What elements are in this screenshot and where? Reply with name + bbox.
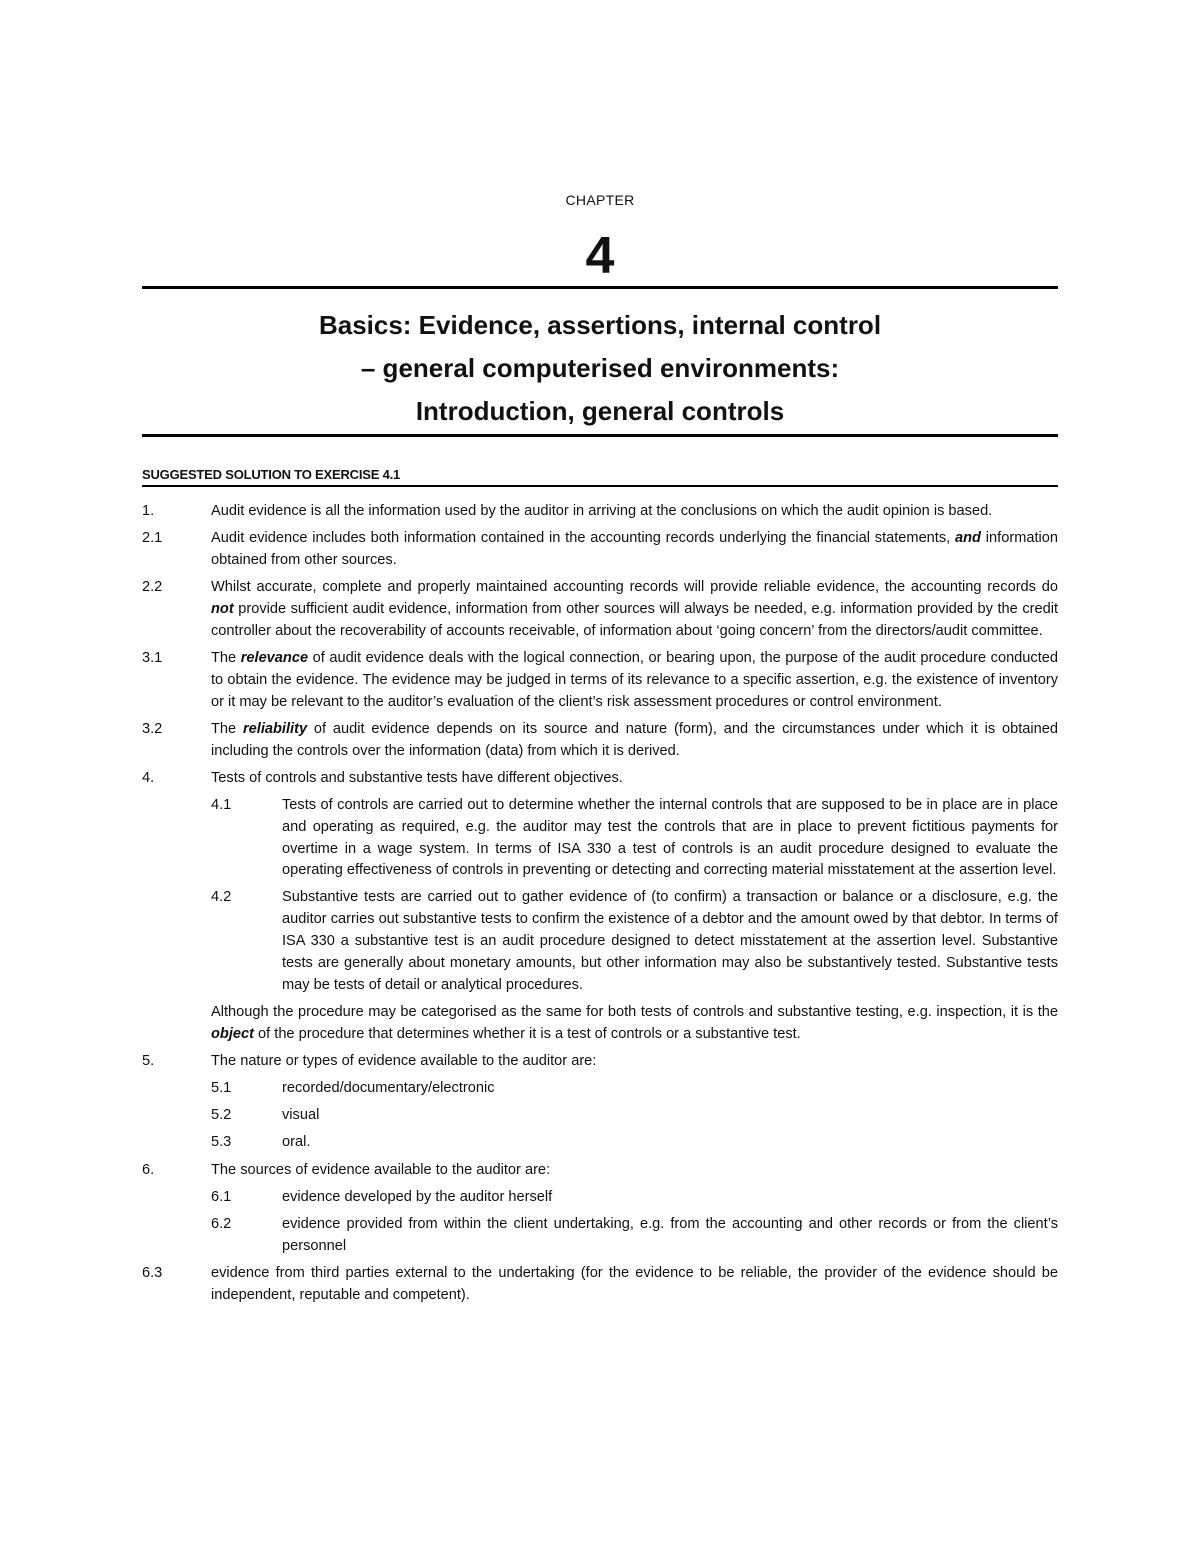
item-text: information obtained from other sources.: [211, 530, 1058, 568]
title-line-1: Basics: Evidence, assertions, internal control: [318, 310, 882, 340]
item-number: 6.1: [211, 1188, 232, 1205]
item-text: The: [211, 649, 241, 666]
item-text: oral.: [282, 1134, 311, 1151]
item-number: 2.2: [142, 579, 163, 596]
item-number: 6.2: [211, 1215, 232, 1232]
item-number: 2.1: [142, 530, 163, 547]
sub-list-item: [142, 1078, 1058, 1100]
item-text: of audit evidence depends on its source and nature (form), and the circumstances under which it is obtained including the controls over the information (data) from which it is derived.: [211, 720, 1058, 759]
list-item: [142, 1051, 1058, 1073]
paragraph: [142, 1002, 1058, 1046]
item-number: 5.: [142, 1052, 155, 1069]
item-number: 1.: [142, 503, 155, 519]
item-number: 5.3: [211, 1134, 232, 1151]
item-number: 4.: [142, 769, 155, 786]
chapter-number: 4: [585, 227, 615, 285]
emphasis-text: not: [211, 600, 234, 617]
solution-content: [142, 501, 1058, 1312]
title-line-3: Introduction, general controls: [415, 396, 785, 426]
paragraph-text: of the procedure that determines whether it is a test of controls or a substantive test.: [253, 1025, 801, 1042]
item-text: Tests of controls are carried out to determine whether the internal controls that are supposed to be in place are in place and operating as required, e.g. the auditor may test the controls that are in place to prevent fictitious payments for overtime in a wage system. In terms of ISA 330 a test of controls is an audit procedure designed to evaluate the operating effectiveness of controls in preventing or detecting and correcting material misstatement at the assertion level.: [282, 796, 1058, 879]
item-number: 6.: [142, 1161, 155, 1178]
top-divider: [142, 286, 1058, 289]
emphasis-text: object: [211, 1025, 254, 1042]
list-item: [142, 719, 1058, 763]
list-item: [142, 577, 1058, 642]
section-heading: SUGGESTED SOLUTION TO EXERCISE 4.1: [142, 467, 401, 482]
item-number: 3.2: [142, 720, 163, 737]
list-item: [142, 501, 1058, 523]
item-text: The sources of evidence available to the auditor are:: [211, 1161, 551, 1178]
list-item: [142, 1160, 1058, 1182]
item-text: The: [211, 720, 243, 737]
item-number: 4.1: [211, 796, 232, 813]
list-item: [142, 648, 1058, 713]
item-number: 5.1: [211, 1080, 232, 1097]
item-text: Tests of controls and substantive tests have different objectives.: [211, 769, 623, 786]
item-text: Whilst accurate, complete and properly maintained accounting records will provide reliable evidence, the accounting records do: [211, 579, 1058, 596]
emphasis-text: and: [955, 530, 981, 547]
item-text: evidence from third parties external to the undertaking (for the evidence to be reliable, the provider of the evidence should be independent, reputable and competent).: [211, 1264, 1058, 1303]
sub-list-item: [142, 1214, 1058, 1258]
title-line-2: – general computerised environments:: [360, 353, 840, 383]
sub-list-item: [142, 795, 1058, 882]
item-text: Audit evidence includes both information contained in the accounting records underlying the financial statements,: [211, 530, 956, 547]
item-text: evidence developed by the auditor herself: [282, 1188, 553, 1205]
item-number: 4.2: [211, 889, 232, 906]
emphasis-text: reliability: [242, 720, 308, 737]
chapter-title: [142, 304, 1058, 433]
sub-list-item: [142, 1187, 1058, 1209]
item-text: Audit evidence is all the information used by the auditor in arriving at the conclusions on which the audit opinion is based.: [211, 503, 993, 519]
list-item: [142, 768, 1058, 790]
sub-list-item: [142, 1132, 1058, 1154]
item-text: evidence provided from within the client undertaking, e.g. from the accounting and other records or from the client’s personnel: [282, 1215, 1058, 1254]
item-text: provide sufficient audit evidence, information from other sources will always be needed, e.g. information provided by the credit controller about the recoverability of accounts receivable, of information about ‘going concern’ from the directors/audit committee.: [211, 600, 1058, 639]
sub-list-item: [142, 887, 1058, 996]
item-number: 3.1: [142, 649, 163, 666]
list-item: [142, 1263, 1058, 1307]
section-divider: [142, 485, 1058, 487]
item-text: of audit evidence deals with the logical connection, or bearing upon, the purpose of the audit procedure conducted to obtain the evidence. The evidence may be judged in terms of its relevance to a specific assertion, e.g. the existence of inventory or it may be relevant to the auditor’s evaluation of the client’s risk assessment procedures or control environment.: [211, 649, 1059, 710]
list-item: [142, 528, 1058, 572]
emphasis-text: relevance: [240, 649, 309, 666]
sub-list-item: [142, 1105, 1058, 1127]
item-number: 5.2: [211, 1107, 232, 1124]
item-text: Substantive tests are carried out to gather evidence of (to confirm) a transaction or balance or a disclosure, e.g. the auditor carries out substantive tests to confirm the existence of a debtor and the amount owed by that debtor. In terms of ISA 330 a substantive test is an audit procedure designed to detect misstatement at the assertion level. Substantive tests are generally about monetary amounts, but other information may also be substantively tested. Substantive tests may be tests of detail or analytical procedures.: [282, 889, 1058, 993]
item-text: visual: [282, 1107, 320, 1124]
item-text: The nature or types of evidence available to the auditor are:: [211, 1052, 597, 1069]
title-divider: [142, 434, 1058, 437]
item-number: 6.3: [142, 1264, 163, 1281]
item-text: recorded/documentary/electronic: [282, 1080, 495, 1097]
paragraph-text: Although the procedure may be categorised as the same for both tests of controls and substantive testing, e.g. inspection, it is the: [211, 1003, 1058, 1020]
chapter-label: CHAPTER: [565, 192, 635, 208]
